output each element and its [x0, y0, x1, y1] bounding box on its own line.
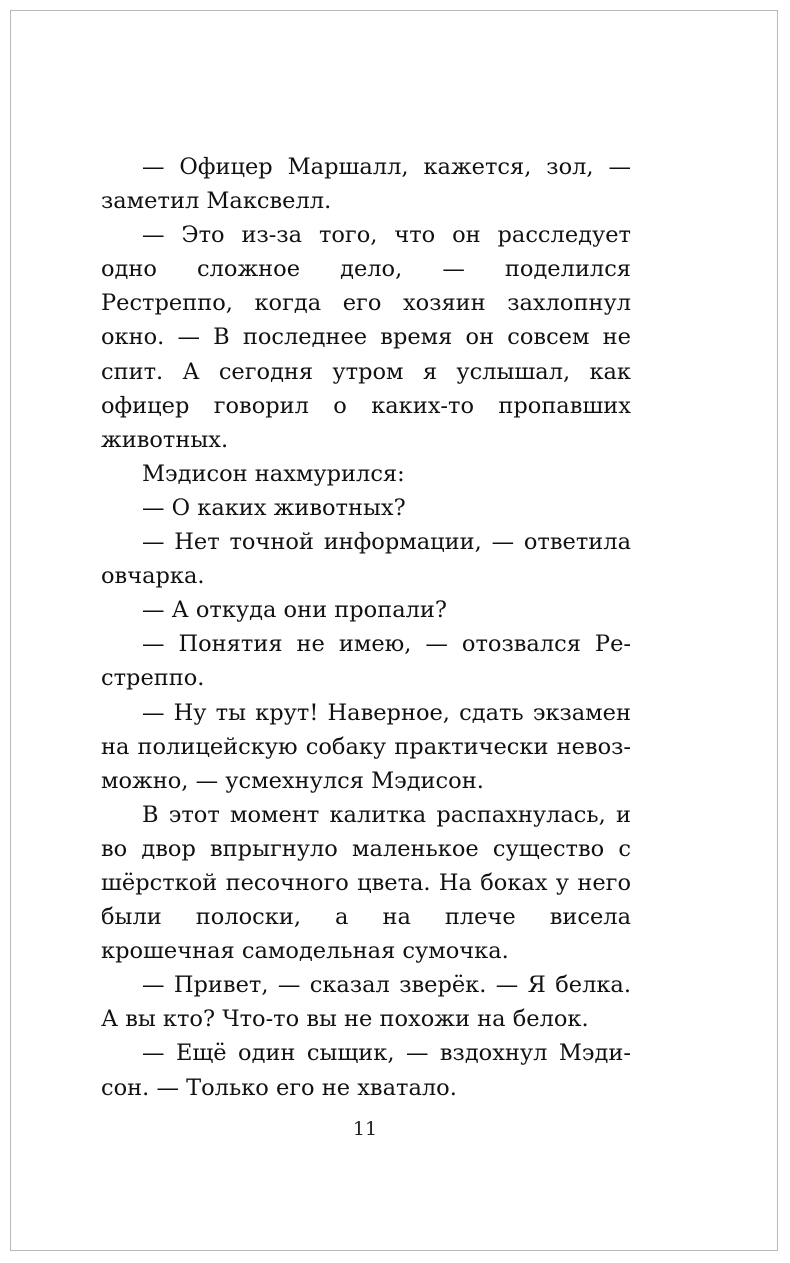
page-text [101, 150, 631, 1105]
paragraph: — Привет, — сказал зверёк. — Я белка. А вы кто? Что-то вы не похожи на белок. [101, 972, 631, 1033]
paragraph: — Нет точной информации, — ответила овчарка. [101, 529, 631, 590]
paragraph: — Офицер Маршалл, кажется, зол, — заметил Максвелл. [101, 154, 631, 215]
paragraph: Мэдисон нахмурился: [142, 460, 405, 487]
page-number: 11 [352, 1118, 378, 1140]
paragraph: — О каких животных? [142, 494, 406, 521]
paragraph: — Это из-за того, что он расследует одно сложное дело, — поделился Рестреппо, когда его хозяин захлопнул окно. — В последнее время он совсем не спит. А сегодня утром я услышал, как офицер говорил о каких-то пропавших животных. [101, 222, 631, 453]
paragraph: — Понятия не имею, — отозвался Рестреппо. [101, 631, 631, 692]
paragraph: — А откуда они пропали? [142, 597, 447, 624]
paragraph: В этот момент калитка распахнулась, и во двор впрыгнуло маленькое существо с шёрсткой песочного цвета. На боках у него были полоски, а на плече висела крошечная самодельная сумочка. [101, 801, 631, 965]
paragraph: — Ну ты крут! Наверное, сдать экзамен на полицейскую собаку практически невозможно, — усмехнулся Мэдисон. [101, 699, 631, 794]
paragraph: — Ещё один сыщик, — вздохнул Мэдисон. — Только его не хватало. [101, 1040, 631, 1101]
